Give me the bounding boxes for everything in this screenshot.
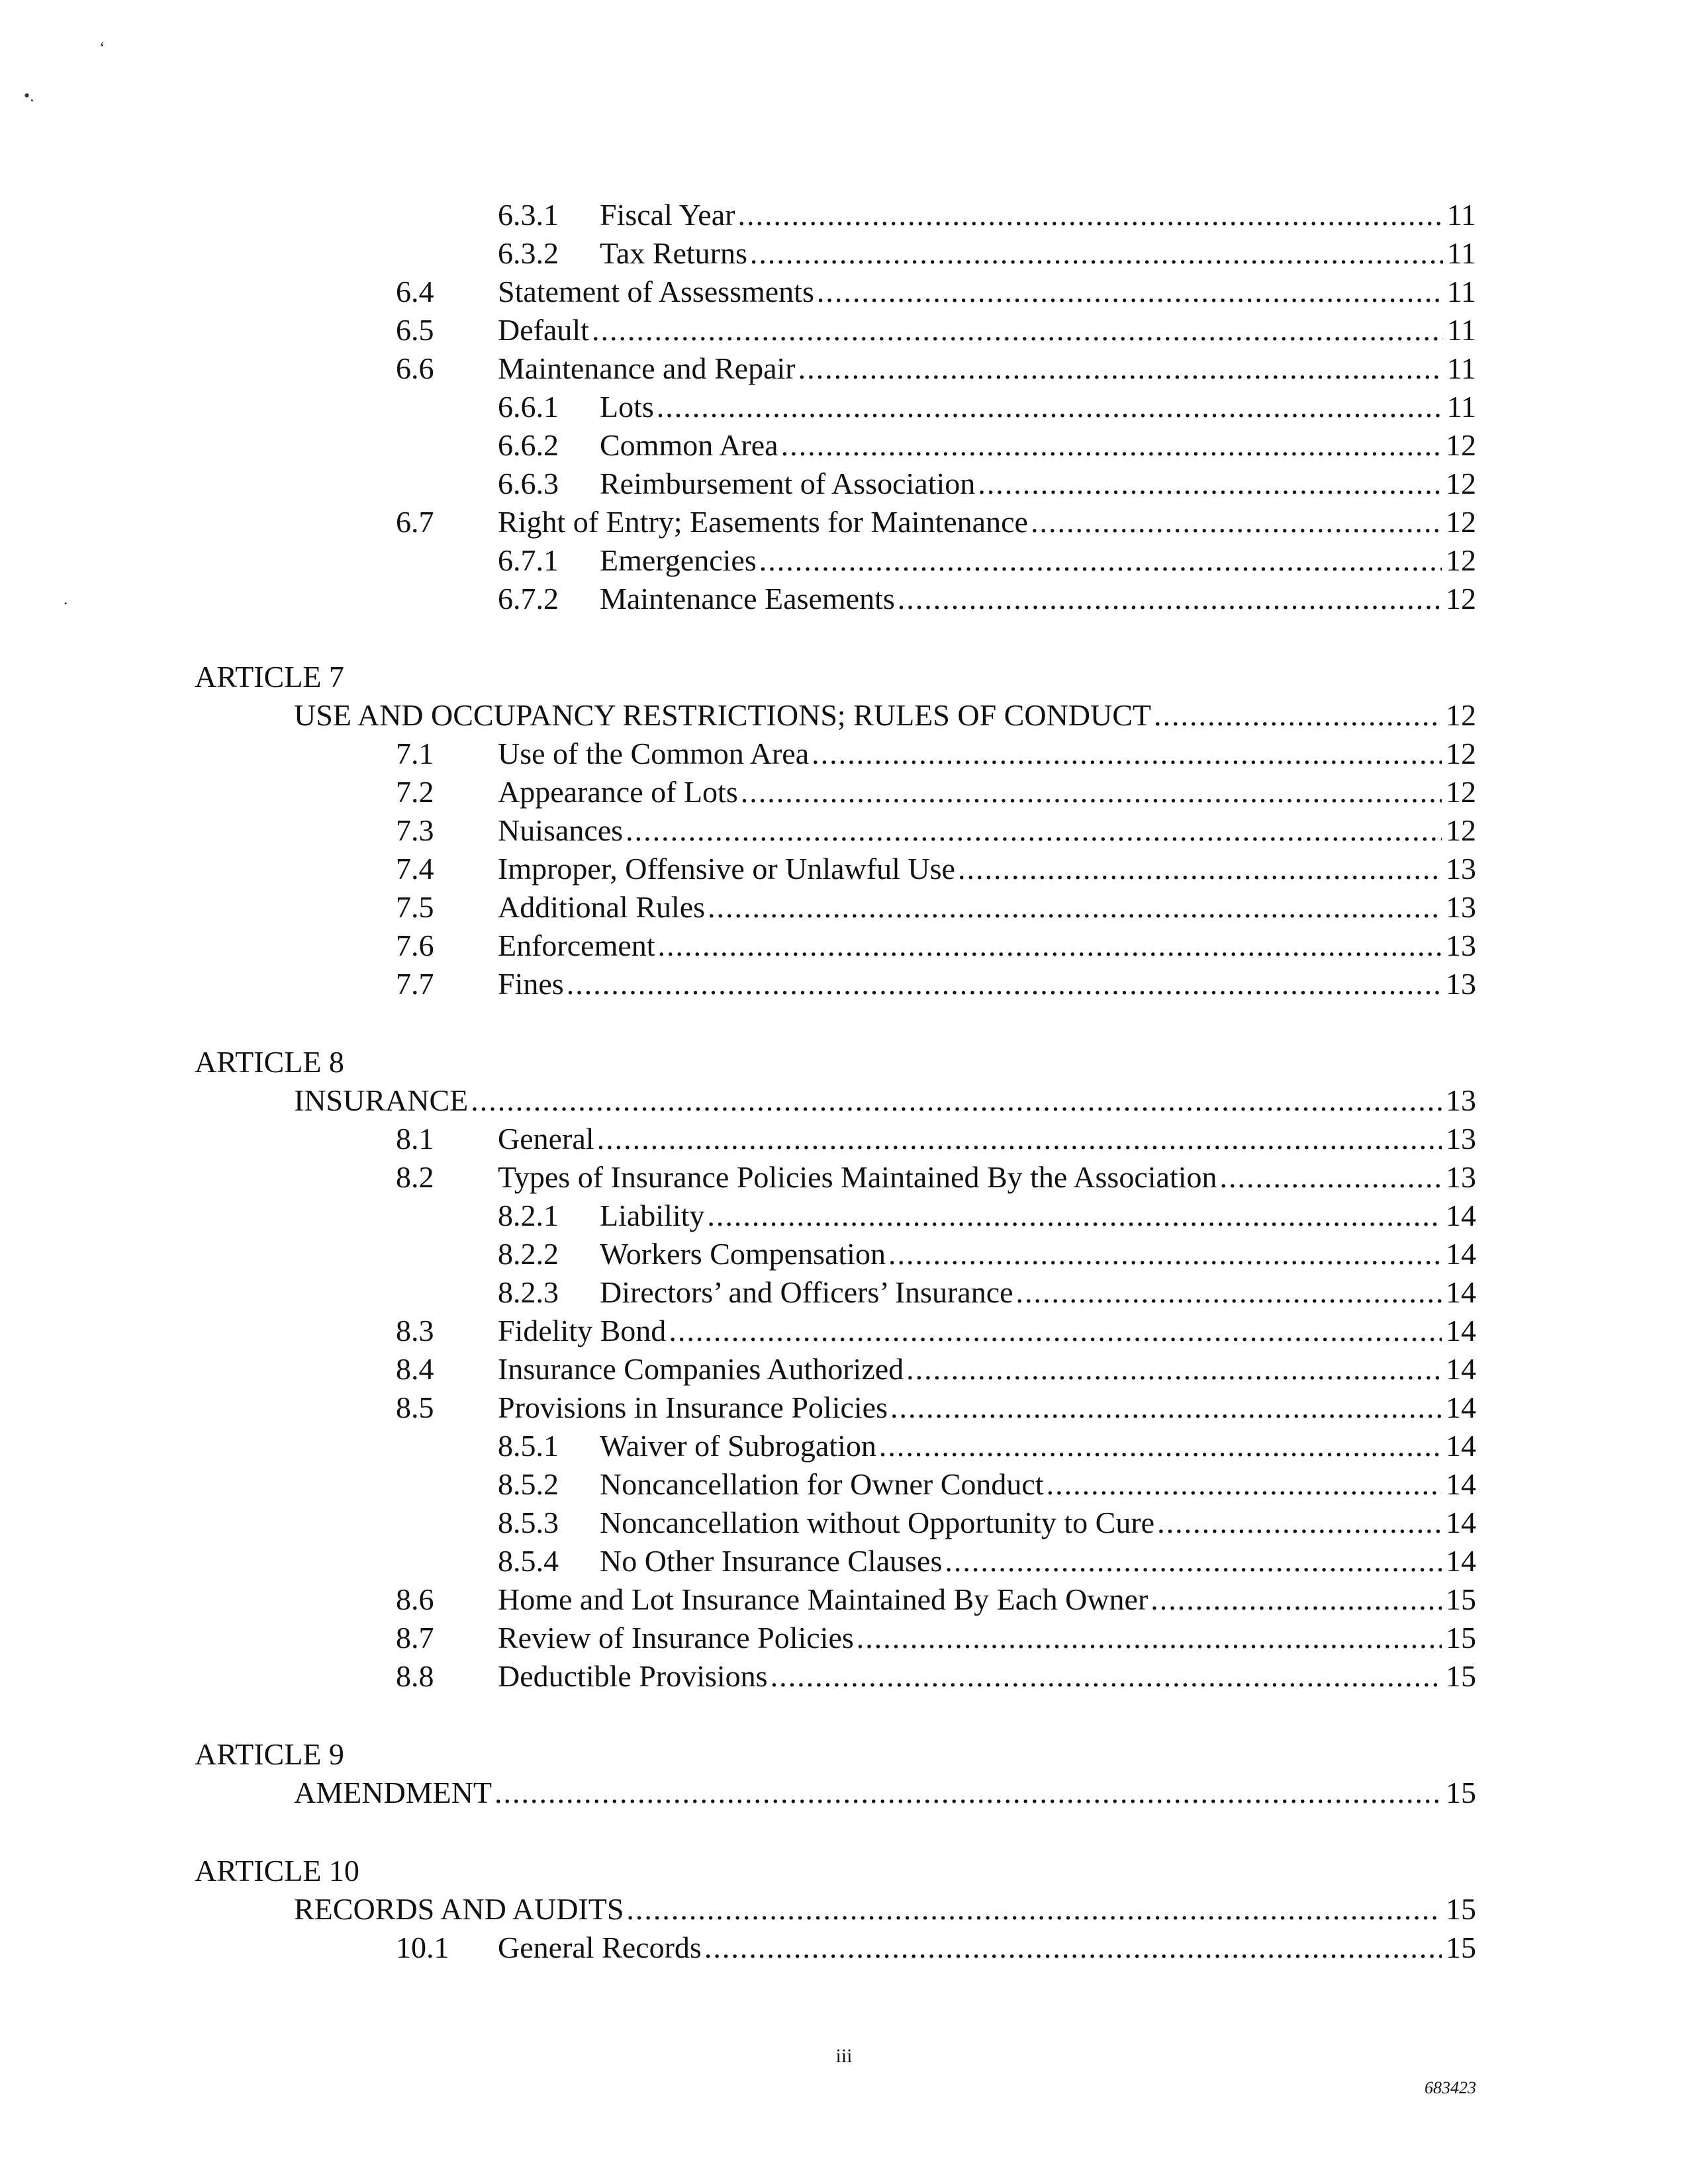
scan-mark: •. [24,86,34,105]
toc-entry-number: 7.3 [396,813,434,847]
toc-entry-title: INSURANCE [294,1081,471,1120]
toc-entry-number: 6.3.2 [498,236,559,270]
toc-entry-page: 13 [1446,890,1476,924]
page-number: iii [835,2045,853,2067]
section-gap [0,618,1688,658]
toc-entry-page: 14 [1446,1314,1476,1347]
document-id: 683423 [1425,2078,1476,2097]
toc-entry[interactable] [0,1427,1688,1465]
toc-entry[interactable] [0,1504,1688,1542]
toc-entry-title: Emergencies [600,541,759,580]
toc-entry-number: 6.4 [396,275,434,308]
article-heading-label: ARTICLE 10 [195,1854,359,1888]
toc-entry-number: 8.7 [396,1621,434,1655]
toc-entry-title: Appearance of Lots [498,773,741,811]
toc-entry[interactable] [0,1312,1688,1350]
toc-entry[interactable] [0,465,1688,503]
dot-leader [812,735,1442,773]
toc-entry-page: 14 [1446,1544,1476,1578]
toc-entry-page: 14 [1446,1429,1476,1463]
toc-entry-title: Waiver of Subrogation [600,1427,879,1465]
toc-entry-page: 11 [1446,198,1476,232]
toc-entry[interactable] [0,965,1688,1003]
toc-entry-page: 14 [1446,1275,1476,1309]
toc-entry-title: Use of the Common Area [498,735,812,773]
toc-entry[interactable] [0,196,1688,234]
dot-leader [592,311,1443,349]
toc-entry-title: Maintenance Easements [600,580,898,618]
toc-entry-number: 8.1 [396,1122,434,1156]
toc-entry-title: Additional Rules [498,888,708,927]
dot-leader [707,1197,1442,1235]
dot-leader [494,1774,1442,1812]
toc-entry-title: Enforcement [498,927,658,965]
toc-entry-page: 13 [1446,967,1476,1001]
toc-entry-page: 13 [1446,1083,1476,1117]
scan-mark: ʻ [99,38,105,58]
dot-leader [626,1890,1442,1929]
toc-entry-page: 15 [1446,1659,1476,1693]
toc-entry-page: 12 [1446,543,1476,577]
toc-entry-title: Tax Returns [600,234,750,273]
toc-entry-title: Default [498,311,592,349]
scan-mark: . [64,589,68,608]
toc-entry-title: Directors’ and Officers’ Insurance [600,1273,1016,1312]
toc-entry[interactable] [0,1542,1688,1580]
toc-entry-page: 12 [1446,505,1476,539]
dot-leader [898,580,1442,618]
toc-entry-title: Fidelity Bond [498,1312,669,1350]
toc-entry-title: No Other Insurance Clauses [600,1542,945,1580]
toc-entry-title: Noncancellation for Owner Conduct [600,1465,1047,1504]
toc-entry[interactable] [0,426,1688,465]
article-heading [0,658,1688,696]
toc-entry[interactable] [0,696,1688,735]
toc-entry-number: 7.7 [396,967,434,1001]
dot-leader [737,196,1442,234]
dot-leader [567,965,1442,1003]
toc-entry-page: 11 [1446,275,1476,308]
dot-leader [658,927,1442,965]
toc-entry[interactable] [0,349,1688,388]
dot-leader [945,1542,1442,1580]
dot-leader [1150,1580,1442,1619]
toc-entry-number: 6.6 [396,351,434,385]
toc-entry-number: 8.2 [396,1160,434,1194]
toc-entry-title: AMENDMENT [294,1774,494,1812]
toc-entry[interactable] [0,1081,1688,1120]
toc-entry-title: Types of Insurance Policies Maintained By the Association [498,1158,1220,1197]
dot-leader [906,1350,1442,1388]
toc-entry-number: 8.5 [396,1390,434,1424]
dot-leader [669,1312,1442,1350]
toc-entry[interactable] [0,927,1688,965]
toc-entry[interactable] [0,273,1688,311]
toc-entry[interactable] [0,811,1688,850]
toc-entry-page: 12 [1446,467,1476,500]
toc-entry[interactable] [0,1235,1688,1273]
dot-leader [750,234,1443,273]
toc-entry[interactable] [0,1120,1688,1158]
toc-entry-page: 15 [1446,1621,1476,1655]
toc-entry-page: 12 [1446,775,1476,809]
toc-entry-page: 13 [1446,1122,1476,1156]
toc-entry[interactable] [0,1890,1688,1929]
toc-entry-title: Fines [498,965,567,1003]
section-gap [0,1003,1688,1043]
dot-leader [626,811,1442,850]
toc-entry-page: 13 [1446,1160,1476,1194]
section-gap [0,1696,1688,1735]
toc-entry-page: 12 [1446,737,1476,770]
toc-entry-page: 11 [1446,351,1476,385]
toc-entry-number: 6.6.1 [498,390,559,424]
article-heading [0,1852,1688,1890]
dot-leader [597,1120,1442,1158]
dot-leader [1016,1273,1442,1312]
toc-entry[interactable] [0,1619,1688,1657]
toc-entry-title: Home and Lot Insurance Maintained By Each Owner [498,1580,1150,1619]
toc-entry-page: 11 [1446,390,1476,424]
toc-entry-page: 15 [1446,1582,1476,1616]
toc-entry-page: 15 [1446,1776,1476,1809]
toc-entry-page: 11 [1446,313,1476,347]
toc-entry-number: 7.1 [396,737,434,770]
section-gap [0,1812,1688,1852]
toc-entry-title: Noncancellation without Opportunity to Cure [600,1504,1157,1542]
toc-entry-title: Deductible Provisions [498,1657,771,1696]
article-heading [0,1043,1688,1081]
toc-entry-number: 8.8 [396,1659,434,1693]
toc-entry-page: 13 [1446,929,1476,962]
toc-entry-page: 12 [1446,813,1476,847]
toc-entry-title: Right of Entry; Easements for Maintenance [498,503,1031,541]
toc-entry-number: 7.4 [396,852,434,886]
toc-entry-title: Nuisances [498,811,626,850]
dot-leader [888,1235,1442,1273]
toc-entry-title: Workers Compensation [600,1235,888,1273]
toc-entry[interactable] [0,234,1688,273]
toc-entry[interactable] [0,1273,1688,1312]
toc-entry-number: 6.7.1 [498,543,559,577]
toc-entry-number: 8.4 [396,1352,434,1386]
dot-leader [1154,696,1442,735]
dot-leader [771,1657,1442,1696]
toc-entry-page: 12 [1446,698,1476,732]
toc-entry-title: Provisions in Insurance Policies [498,1388,890,1427]
table-of-contents [0,196,1688,1967]
toc-entry-title: Common Area [600,426,781,465]
toc-entry-page: 15 [1446,1931,1476,1964]
toc-entry[interactable] [0,1197,1688,1235]
dot-leader [817,273,1443,311]
dot-leader [1157,1504,1442,1542]
toc-entry-number: 6.5 [396,313,434,347]
dot-leader [1031,503,1442,541]
article-heading-label: ARTICLE 9 [195,1737,344,1771]
toc-entry-number: 7.2 [396,775,434,809]
article-heading-label: ARTICLE 8 [195,1045,344,1079]
toc-entry-title: Insurance Companies Authorized [498,1350,906,1388]
toc-entry[interactable] [0,1580,1688,1619]
toc-entry-title: Fiscal Year [600,196,737,234]
toc-entry-title: Maintenance and Repair [498,349,798,388]
toc-entry-page: 14 [1446,1506,1476,1539]
dot-leader [708,888,1442,927]
toc-entry-title: USE AND OCCUPANCY RESTRICTIONS; RULES OF CONDUCT [294,696,1154,735]
toc-entry-number: 8.5.3 [498,1506,559,1539]
toc-entry[interactable] [0,773,1688,811]
toc-entry[interactable] [0,1465,1688,1504]
toc-entry-page: 14 [1446,1199,1476,1232]
dot-leader [1047,1465,1442,1504]
toc-entry[interactable] [0,541,1688,580]
toc-entry-title: Reimbursement of Association [600,465,978,503]
toc-entry[interactable] [0,388,1688,426]
article-heading-label: ARTICLE 7 [195,660,344,694]
toc-entry-number: 8.2.3 [498,1275,559,1309]
toc-entry[interactable] [0,1158,1688,1197]
toc-entry[interactable] [0,888,1688,927]
toc-entry[interactable] [0,1657,1688,1696]
dot-leader [890,1388,1442,1427]
toc-entry-page: 14 [1446,1467,1476,1501]
toc-entry[interactable] [0,503,1688,541]
dot-leader [978,465,1442,503]
toc-entry-page: 12 [1446,582,1476,615]
toc-entry[interactable] [0,1350,1688,1388]
toc-entry-title: General Records [498,1929,704,1967]
dot-leader [798,349,1443,388]
dot-leader [781,426,1442,465]
toc-entry-number: 7.6 [396,929,434,962]
toc-entry-page: 14 [1446,1390,1476,1424]
dot-leader [657,388,1443,426]
toc-entry-number: 6.6.2 [498,428,559,462]
dot-leader [759,541,1442,580]
toc-entry-page: 14 [1446,1352,1476,1386]
toc-entry-number: 8.5.4 [498,1544,559,1578]
toc-entry-page: 12 [1446,428,1476,462]
toc-entry[interactable] [0,311,1688,349]
toc-entry-title: Review of Insurance Policies [498,1619,857,1657]
toc-entry[interactable] [0,580,1688,618]
toc-entry-title: RECORDS AND AUDITS [294,1890,626,1929]
toc-entry-number: 8.5.1 [498,1429,559,1463]
toc-entry-title: General [498,1120,597,1158]
toc-entry-title: Liability [600,1197,707,1235]
toc-entry-number: 8.5.2 [498,1467,559,1501]
dot-leader [704,1929,1442,1967]
toc-entry-number: 6.6.3 [498,467,559,500]
dot-leader [857,1619,1442,1657]
toc-entry-page: 15 [1446,1892,1476,1926]
toc-entry-number: 8.3 [396,1314,434,1347]
toc-entry-number: 8.2.1 [498,1199,559,1232]
toc-entry[interactable] [0,1388,1688,1427]
toc-entry-title: Lots [600,388,657,426]
toc-entry-number: 8.6 [396,1582,434,1616]
toc-entry-number: 6.7.2 [498,582,559,615]
toc-entry[interactable] [0,1774,1688,1812]
toc-entry-page: 13 [1446,852,1476,886]
toc-entry-number: 8.2.2 [498,1237,559,1271]
dot-leader [471,1081,1442,1120]
toc-entry[interactable] [0,1929,1688,1967]
toc-entry-page: 14 [1446,1237,1476,1271]
dot-leader [958,850,1442,888]
toc-entry[interactable] [0,850,1688,888]
toc-entry-number: 7.5 [396,890,434,924]
dot-leader [1220,1158,1442,1197]
toc-entry[interactable] [0,735,1688,773]
dot-leader [741,773,1442,811]
toc-entry-number: 10.1 [396,1931,449,1964]
toc-entry-title: Improper, Offensive or Unlawful Use [498,850,958,888]
toc-entry-page: 11 [1446,236,1476,270]
article-heading [0,1735,1688,1774]
dot-leader [879,1427,1442,1465]
toc-entry-number: 6.7 [396,505,434,539]
toc-entry-title: Statement of Assessments [498,273,817,311]
toc-entry-number: 6.3.1 [498,198,559,232]
